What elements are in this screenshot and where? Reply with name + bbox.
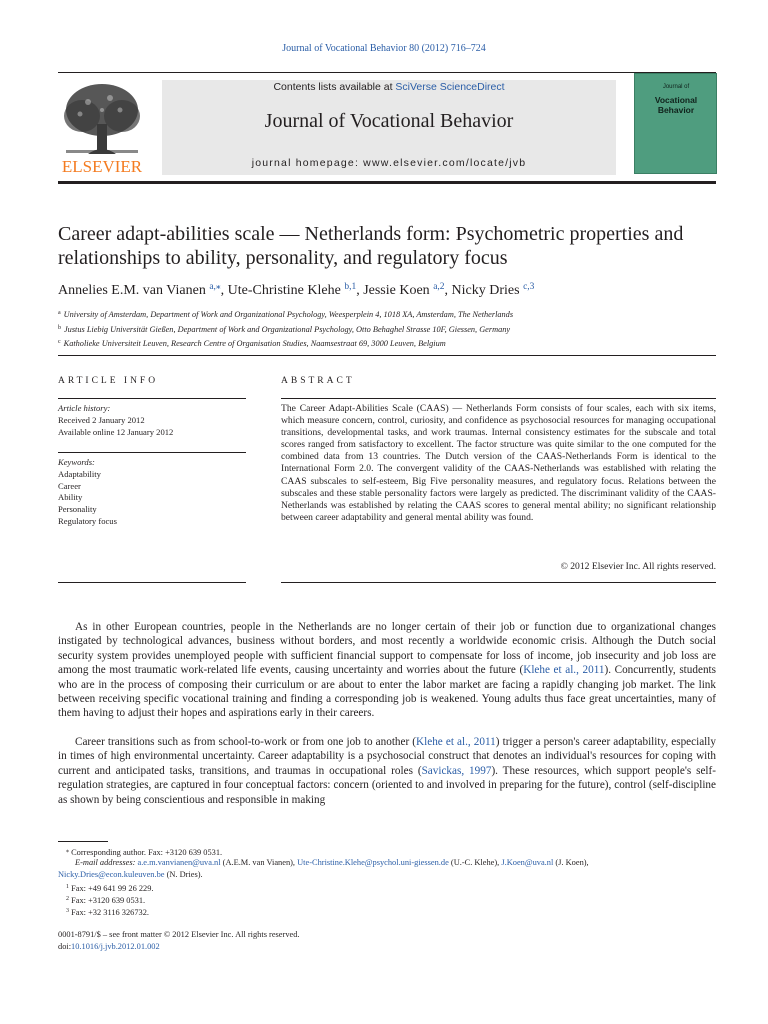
author-affiliation-mark[interactable]: a,2: [433, 282, 445, 292]
journal-homepage[interactable]: journal homepage: www.elsevier.com/locate/jvb: [251, 157, 527, 169]
received-date: Received 2 January 2012: [58, 414, 145, 425]
article-title: Career adapt-abilities scale — Netherlands form: Psychometric properties and relationships to ability, personality, and regulatory focus: [58, 223, 684, 269]
keyword-item: Personality: [58, 504, 97, 515]
keyword-item: Regulatory focus: [58, 515, 117, 526]
contents-prefix: Contents lists available at: [273, 81, 396, 93]
author-affiliation-mark[interactable]: a,⁎: [209, 282, 221, 292]
article-history: [58, 403, 246, 438]
keyword-item: Ability: [58, 492, 83, 503]
author-name: Ute-Christine Klehe: [227, 283, 345, 298]
footnote-number: 2: [66, 896, 69, 902]
cover-title: Vocational Behavior: [654, 95, 698, 115]
fax-1: Fax: +49 641 99 26 229.: [71, 884, 154, 893]
email-owner: (J. Koen),: [553, 858, 589, 867]
affiliation-item: [58, 322, 718, 337]
author-name: Jessie Koen: [363, 283, 434, 298]
elsevier-tree-icon: [58, 80, 146, 176]
email-owner: (N. Dries).: [164, 870, 203, 879]
doi-label: doi:: [58, 942, 72, 951]
affiliation-text: Justus Liebig Universität Gießen, Department of Work and Organizational Psychology, Otto Behaghel Strasse 10F, Giessen, Germany: [64, 324, 511, 334]
corresponding-text: Corresponding author. Fax: +3120 639 0531.: [71, 848, 223, 857]
author-affiliation-mark[interactable]: c,3: [523, 282, 535, 292]
abstract-text: The Career Adapt-Abilities Scale (CAAS) — Netherlands Form consists of four scales, each with six items, which measure concern, control, curiosity, and confidence as psychosocial resources for managing occupational transitions, developmental tasks, and work traumas. Internal consistency estimates for the subscale and total scores ranged from satisfactory to excellent. The factor structure was quite similar to the one computed for the combined data from 13 countries. The Dutch version of the CAAS-Netherlands Form is identical to the International Form 2.0. The convergent validity of the CAAS-Netherlands was established with relating the CAAS subscales to self-esteem, Big Five personality measures, and regulatory focus. Relations between the subscales and these stable personality factors were largely as predicted. The discriminant validity of the CAAS-Netherlands was established by relating the CAAS scores to general mental ability; no significant relationship between career adaptability and general mental ability was found.: [281, 403, 716, 523]
email-label: E-mail addresses:: [75, 858, 136, 867]
keyword-item: Adaptability: [58, 468, 101, 479]
article-info-rule-3: [58, 582, 246, 583]
keyword-item: Career: [58, 480, 81, 491]
author-separator: ,: [444, 283, 452, 298]
email-link[interactable]: Ute-Christine.Klehe@psychol.uni-giessen.de: [297, 858, 449, 867]
journal-title: Journal of Vocational Behavior: [264, 110, 514, 132]
footnote-mark: ⁎: [66, 848, 69, 854]
citation-link[interactable]: Klehe et al., 2011: [523, 664, 605, 677]
email-link[interactable]: a.e.m.vanvianen@uva.nl: [137, 858, 221, 867]
author-separator: ,: [220, 283, 228, 298]
affiliation-mark: c: [58, 339, 61, 345]
author-separator: ,: [356, 283, 364, 298]
contents-line: [162, 81, 616, 93]
title-block-rule: [58, 355, 716, 356]
affiliation-mark: a: [58, 310, 61, 316]
doi-link[interactable]: 10.1016/j.jvb.2012.01.002: [71, 942, 160, 951]
fax-3: Fax: +32 3116 326732.: [71, 908, 150, 917]
email-owner: (A.E.M. van Vianen),: [220, 858, 298, 867]
header-bottom-rule: [58, 181, 716, 184]
affiliation-text: Katholieke Universiteit Leuven, Research Centre of Organisation Studies, Naamsestraat 69, 3000 Leuven, Belgium: [63, 339, 446, 348]
affiliation-text: University of Amsterdam, Department of Work and Organizational Psychology, Weesperplein 4, 1018 XA, Amsterdam, The Netherlands: [63, 310, 514, 319]
abstract-rule-top: [281, 398, 716, 399]
history-label: Article history:: [58, 403, 111, 413]
elsevier-logo[interactable]: [58, 80, 146, 176]
citation-link[interactable]: Savickas, 1997: [421, 764, 492, 777]
online-date: Available online 12 January 2012: [58, 426, 174, 437]
article-info-rule-2: [58, 452, 246, 453]
footnote-emails: [58, 857, 718, 869]
sciencedirect-link[interactable]: SciVerse ScienceDirect: [395, 81, 505, 93]
fax-2: Fax: +3120 639 0531.: [71, 896, 146, 905]
affiliations: [58, 307, 718, 351]
publisher-wordmark: ELSEVIER: [61, 157, 143, 176]
footnote-emails-cont: [58, 869, 718, 881]
citation-link[interactable]: Klehe et al., 2011: [416, 736, 496, 748]
doi-line: [58, 941, 300, 953]
author-name: Annelies E.M. van Vianen: [58, 283, 210, 298]
abstract-copyright: © 2012 Elsevier Inc. All rights reserved.: [560, 561, 716, 572]
p2-text-b: ) trigger a person's career adaptability, especially in times of high environmental uncertainty. Career adaptability is a psychosocial construct that denotes an individual's resources for coping with current and anticipated tasks, transitions, and traumas in occupational roles (: [58, 736, 716, 777]
p2-text-a: Career transitions such as from school-to-work or from one job to another (: [75, 736, 417, 748]
front-matter: [58, 929, 300, 953]
p1-text-b: ). Concurrently, students who are in the process of composing their curriculum or are about to enter the labor market are facing a rapidly changing job market. The link between receiving specific vocational training and finding a corresponding job is weakened. Young adults thus face great uncertainties, many of them having to adjust their hopes and aspirations early in their careers.: [58, 664, 716, 720]
p2-text-c: ). These resources, which support people's self-regulation strategies, are captured in four conceptual factors: concern (oriented to and involved in preparing for the future), control (self-discipline as shown by being conscientious and responsible in making: [58, 764, 716, 806]
keywords-label: Keywords:: [58, 457, 95, 467]
p1-text-a: As in other European countries, people in the Netherlands are no longer certain of their job or function due to organizational changes instigated by technological advances, business without borders, and most recently a worldwide economic crisis. Although the Dutch social security system provides unemployed people with sufficient financial support to compensate for loss of income, job insecurity and job loss are among the most traumatic work-related life events, causing uncertainty and worries about the future (: [58, 621, 716, 677]
affiliation-item: [58, 336, 718, 351]
footnote-number: 1: [66, 884, 69, 890]
header-top-rule: [58, 72, 716, 73]
cover-small-text: Journal of: [662, 84, 690, 90]
front-matter-text: 0001-8791/$ – see front matter © 2012 Elsevier Inc. All rights reserved.: [58, 930, 300, 939]
footnote-rule: [58, 841, 108, 842]
abstract-heading: ABSTRACT: [281, 376, 355, 386]
article-info-heading: ARTICLE INFO: [58, 376, 159, 386]
body-paragraph-2: [58, 735, 716, 807]
affiliation-mark: b: [58, 324, 61, 331]
footnote-number: 3: [66, 908, 69, 914]
affiliation-item: [58, 307, 718, 322]
article-info-rule-1: [58, 398, 246, 399]
author-affiliation-mark[interactable]: b,1: [344, 282, 357, 292]
keywords-block: [58, 457, 246, 528]
footnote-3: [58, 905, 718, 919]
body-paragraph-1: [58, 620, 716, 721]
author-name: Nicky Dries: [451, 283, 524, 298]
email-owner: (U.-C. Klehe),: [448, 858, 502, 867]
email-link[interactable]: J.Koen@uva.nl: [501, 858, 554, 867]
abstract-rule-bottom: [281, 582, 716, 583]
author-list: [58, 281, 718, 299]
journal-reference[interactable]: Journal of Vocational Behavior 80 (2012) 716–724: [282, 43, 486, 54]
email-link[interactable]: Nicky.Dries@econ.kuleuven.be: [58, 870, 165, 879]
